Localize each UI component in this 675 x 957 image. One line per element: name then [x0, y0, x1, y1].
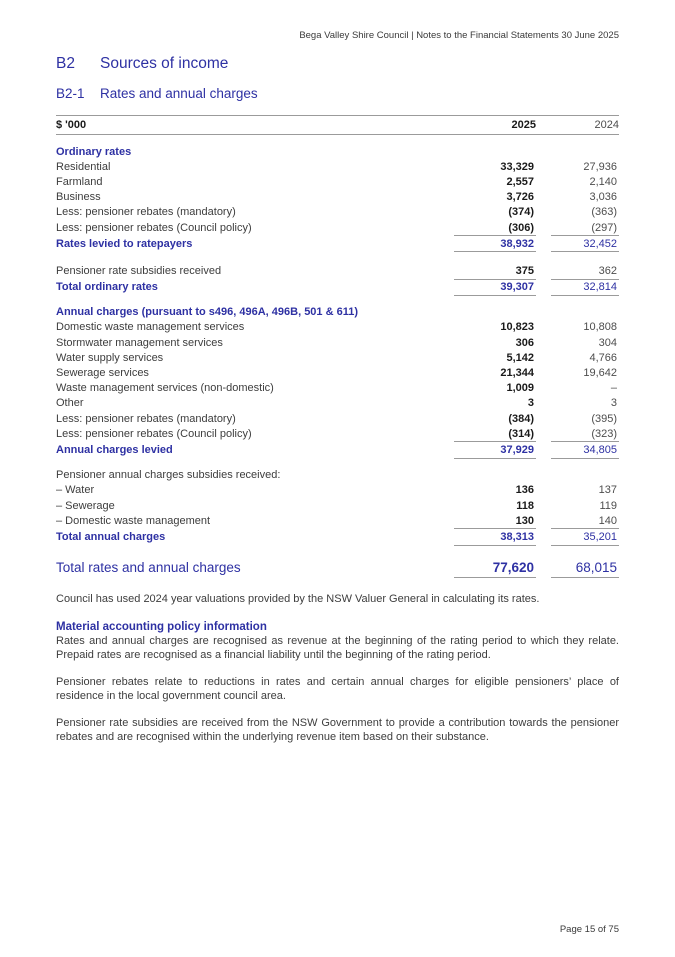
column-header-2024: 2024	[594, 119, 619, 131]
value-2024: 19,642	[583, 367, 617, 380]
value-2024: 32,452	[551, 236, 619, 252]
row-label: Farmland	[56, 175, 103, 188]
row-label: Less: pensioner rebates (mandatory)	[56, 206, 236, 219]
row-label: Other	[56, 397, 84, 410]
table-row	[56, 174, 619, 189]
table-body	[56, 144, 619, 578]
table-row	[56, 335, 619, 350]
value-2025: (314)	[454, 426, 536, 442]
value-2025: 77,620	[454, 559, 536, 578]
policy-paragraph-3: Pensioner rate subsidies are received from the NSW Government to provide a contribution towards the pensioner rebates and are recognised within the underlying revenue item based on their substance.	[56, 717, 619, 744]
value-2024: (323)	[551, 426, 619, 442]
row-label: – Sewerage	[56, 499, 115, 512]
value-2024: 3,036	[589, 191, 617, 204]
value-2024: 34,805	[551, 442, 619, 458]
value-2025: (384)	[508, 412, 534, 425]
value-2025: 38,313	[454, 529, 536, 545]
section-code: B2	[56, 55, 75, 72]
row-label: Stormwater management services	[56, 336, 223, 349]
value-2024	[551, 475, 619, 478]
table-row	[56, 411, 619, 426]
table-row	[56, 320, 619, 335]
table-row	[56, 468, 619, 483]
value-2025: 1,009	[506, 382, 534, 395]
value-2025: 33,329	[500, 160, 534, 173]
value-2025: 38,932	[454, 236, 536, 252]
value-2024: 4,766	[589, 351, 617, 364]
page-number: Page 15 of 75	[559, 924, 619, 935]
value-2025: 375	[454, 263, 536, 279]
value-2025: 37,929	[454, 442, 536, 458]
value-2025: 118	[516, 499, 534, 512]
table-row	[56, 190, 619, 205]
value-2024: 3	[610, 397, 617, 410]
row-label: Sewerage services	[56, 367, 149, 380]
value-2025: 3,726	[506, 191, 534, 204]
row-label: Pensioner annual charges subsidies received:	[56, 469, 281, 482]
row-label: – Water	[56, 484, 95, 497]
row-label: Ordinary rates	[56, 145, 132, 158]
value-2025	[454, 475, 536, 478]
value-2024: (395)	[591, 412, 617, 425]
value-2025: 136	[515, 484, 534, 497]
value-2024: 10,808	[583, 321, 617, 334]
value-2024: (363)	[591, 206, 617, 219]
row-label: Total rates and annual charges	[56, 560, 241, 576]
table-row	[56, 236, 619, 252]
value-2024: 362	[551, 263, 619, 279]
row-label: Water supply services	[56, 351, 164, 364]
value-2025	[454, 151, 536, 154]
table-row	[56, 263, 619, 279]
row-label: Total ordinary rates	[56, 281, 158, 294]
value-2024: (297)	[551, 220, 619, 236]
value-2024: 27,936	[583, 160, 617, 173]
document-header: Bega Valley Shire Council | Notes to the Financial Statements 30 June 2025	[299, 30, 619, 41]
table-row	[56, 159, 619, 174]
table-row	[56, 396, 619, 411]
value-2025: (306)	[454, 220, 536, 236]
value-2024	[551, 151, 619, 154]
table-row	[56, 205, 619, 220]
value-2024: 140	[551, 513, 619, 529]
value-2024: –	[610, 382, 617, 395]
policy-paragraph-2: Pensioner rebates relate to reductions in rates and certain annual charges for eligible pensioners’ place of residence in the local government council area.	[56, 675, 619, 702]
value-2025	[454, 312, 536, 315]
row-label: Residential	[56, 160, 111, 173]
unit-header: $ '000	[56, 119, 87, 131]
value-2024: 2,140	[589, 175, 617, 188]
value-2025: 10,823	[500, 321, 534, 334]
valuation-note: Council has used 2024 year valuations provided by the NSW Valuer General in calculating its rates.	[56, 592, 540, 605]
row-label: Less: pensioner rebates (Council policy)	[56, 427, 252, 440]
section-title: Sources of income	[100, 55, 229, 72]
value-2025: 5,142	[506, 351, 534, 364]
row-label: Annual charges levied	[56, 443, 173, 456]
table-header-row	[56, 115, 619, 135]
row-label: Total annual charges	[56, 530, 166, 543]
value-2025: 3	[527, 397, 534, 410]
table-row	[56, 513, 619, 529]
value-2025: (374)	[508, 206, 534, 219]
row-label: Domestic waste management services	[56, 321, 245, 334]
table-row	[56, 559, 619, 578]
table-row	[56, 381, 619, 396]
value-2025: 306	[515, 336, 534, 349]
policy-heading: Material accounting policy information	[56, 620, 267, 633]
value-2025: 21,344	[500, 367, 534, 380]
row-label: Less: pensioner rebates (Council policy)	[56, 221, 252, 234]
table-row	[56, 350, 619, 365]
table-row	[56, 442, 619, 458]
subsection-heading	[56, 86, 619, 101]
table-row	[56, 529, 619, 545]
policy-paragraph-1: Rates and annual charges are recognised as revenue at the beginning of the rating period to which they relate. Prepaid rates are recognised as a financial liability until the beginning of the rating period.	[56, 634, 619, 661]
table-row	[56, 498, 619, 513]
table-row	[56, 305, 619, 320]
subsection-title: Rates and annual charges	[100, 86, 258, 101]
value-2025: 2,557	[506, 175, 534, 188]
row-label: Rates levied to ratepayers	[56, 237, 193, 250]
value-2024	[551, 312, 619, 315]
row-label: Business	[56, 191, 101, 204]
column-header-2025: 2025	[511, 119, 536, 131]
value-2024: 68,015	[551, 559, 619, 578]
subsection-code: B2-1	[56, 86, 85, 101]
table-row	[56, 365, 619, 380]
value-2025: 39,307	[454, 280, 536, 296]
section-heading	[56, 55, 619, 73]
value-2024: 35,201	[551, 529, 619, 545]
row-label: – Domestic waste management	[56, 514, 211, 527]
table-row	[56, 483, 619, 498]
table-row	[56, 144, 619, 159]
row-label: Pensioner rate subsidies received	[56, 264, 222, 277]
value-2024: 32,814	[551, 280, 619, 296]
rates-and-charges-table	[56, 115, 619, 578]
value-2024: 119	[599, 499, 617, 512]
value-2024: 137	[598, 484, 617, 497]
table-row	[56, 220, 619, 236]
row-label: Annual charges (pursuant to s496, 496A, 496B, 501 & 611)	[56, 306, 359, 319]
value-2024: 304	[598, 336, 617, 349]
table-row	[56, 426, 619, 442]
row-label: Waste management services (non-domestic)	[56, 382, 274, 395]
table-row	[56, 280, 619, 296]
row-label: Less: pensioner rebates (mandatory)	[56, 412, 236, 425]
value-2025: 130	[454, 513, 536, 529]
